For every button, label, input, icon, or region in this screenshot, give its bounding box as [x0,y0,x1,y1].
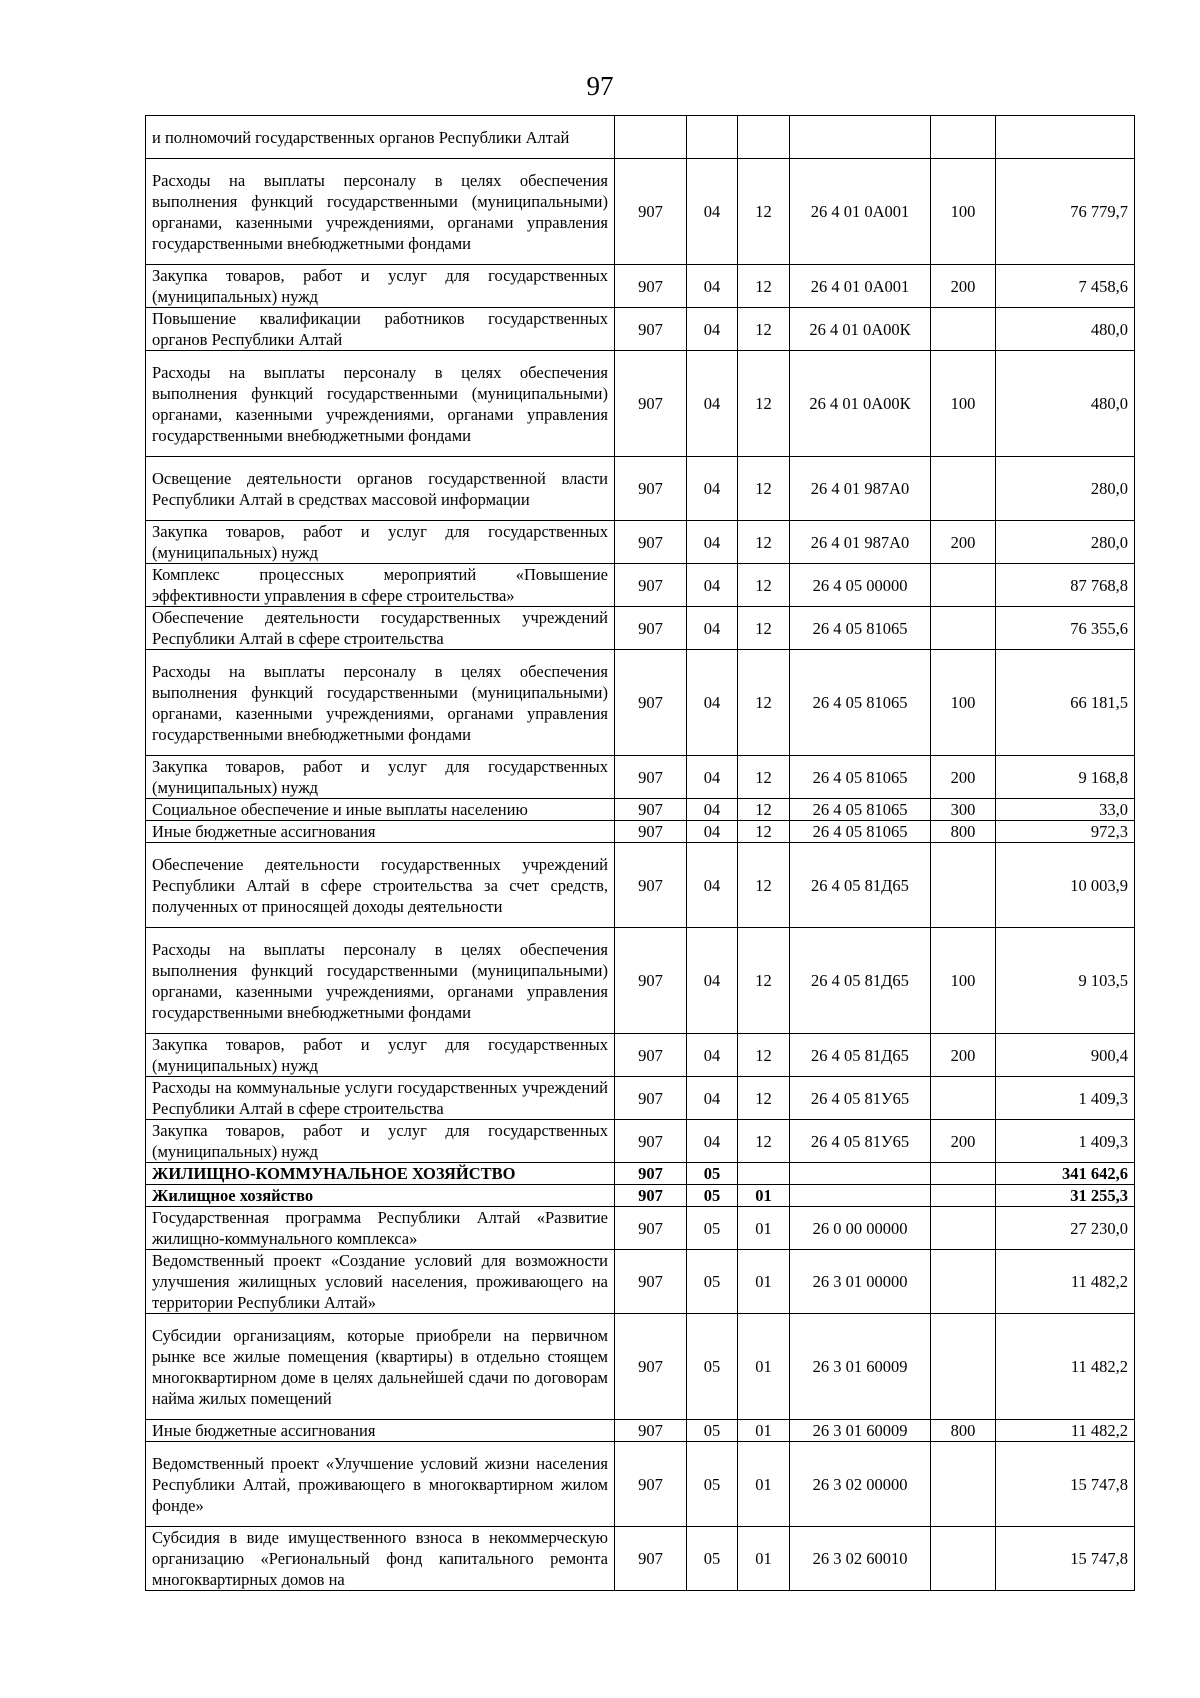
row-section-code: 04 [687,265,738,308]
row-expense-type: 800 [931,821,996,843]
row-subsection-code: 12 [738,821,790,843]
row-expense-type [931,607,996,650]
row-amount: 15 747,8 [996,1442,1135,1527]
row-name: Закупка товаров, работ и услуг для государственных (муниципальных) нужд [146,756,615,799]
row-amount [996,116,1135,159]
row-expense-type [931,1077,996,1120]
row-admin-code: 907 [615,1163,687,1185]
row-admin-code: 907 [615,351,687,457]
row-section-code: 04 [687,928,738,1034]
row-name: и полномочий государственных органов Республики Алтай [146,116,615,159]
table-row [146,1120,1135,1163]
table-row [146,1420,1135,1442]
row-section-code: 04 [687,799,738,821]
row-name: Освещение деятельности органов государственной власти Республики Алтай в средствах массовой информации [146,457,615,521]
row-name: Обеспечение деятельности государственных учреждений Республики Алтай в сфере строительства за счет средств, полученных от приносящей доходы деятельности [146,843,615,928]
table-row [146,116,1135,159]
row-amount: 76 355,6 [996,607,1135,650]
table-row [146,650,1135,756]
row-admin-code: 907 [615,159,687,265]
table-row [146,521,1135,564]
table-row [146,564,1135,607]
row-subsection-code: 12 [738,159,790,265]
row-target-article [790,1163,931,1185]
row-subsection-code: 12 [738,928,790,1034]
row-section-code: 05 [687,1207,738,1250]
row-name: Иные бюджетные ассигнования [146,1420,615,1442]
row-target-article: 26 4 05 81Д65 [790,1034,931,1077]
row-subsection-code: 12 [738,843,790,928]
table-row [146,159,1135,265]
row-section-code: 04 [687,843,738,928]
row-name: Иные бюджетные ассигнования [146,821,615,843]
row-expense-type [931,1163,996,1185]
row-admin-code [615,116,687,159]
row-target-article: 26 4 01 987А0 [790,521,931,564]
row-subsection-code: 12 [738,457,790,521]
row-subsection-code: 12 [738,521,790,564]
row-target-article: 26 4 05 81У65 [790,1120,931,1163]
row-name: Субсидия в виде имущественного взноса в некоммерческую организацию «Региональный фонд капитального ремонта многоквартирных домов на [146,1527,615,1591]
table-row [146,843,1135,928]
row-amount: 280,0 [996,457,1135,521]
row-admin-code: 907 [615,1314,687,1420]
row-admin-code: 907 [615,1420,687,1442]
row-name: Социальное обеспечение и иные выплаты населению [146,799,615,821]
row-admin-code: 907 [615,521,687,564]
row-expense-type [931,564,996,607]
row-amount: 33,0 [996,799,1135,821]
row-admin-code: 907 [615,1185,687,1207]
row-expense-type [931,116,996,159]
row-section-code: 04 [687,457,738,521]
row-section-code: 05 [687,1250,738,1314]
row-expense-type: 800 [931,1420,996,1442]
row-expense-type [931,1314,996,1420]
row-amount: 480,0 [996,308,1135,351]
row-admin-code: 907 [615,1077,687,1120]
row-amount: 1 409,3 [996,1077,1135,1120]
row-subsection-code: 12 [738,1120,790,1163]
row-amount: 9 168,8 [996,756,1135,799]
table-row [146,1314,1135,1420]
row-section-code: 04 [687,756,738,799]
row-amount: 7 458,6 [996,265,1135,308]
row-expense-type: 100 [931,928,996,1034]
row-section-code: 04 [687,521,738,564]
row-admin-code: 907 [615,308,687,351]
row-section-code: 05 [687,1163,738,1185]
row-admin-code: 907 [615,1120,687,1163]
row-target-article: 26 4 05 81065 [790,650,931,756]
row-name: Расходы на выплаты персоналу в целях обеспечения выполнения функций государственными (муниципальными) органами, казенными учреждениями, органами управления государственными внебюджетными фондами [146,650,615,756]
row-subsection-code: 12 [738,799,790,821]
row-expense-type: 200 [931,1120,996,1163]
table-row [146,799,1135,821]
row-target-article: 26 4 05 81065 [790,821,931,843]
row-admin-code: 907 [615,265,687,308]
row-section-code: 04 [687,308,738,351]
row-target-article [790,1185,931,1207]
row-subsection-code [738,1163,790,1185]
row-amount: 76 779,7 [996,159,1135,265]
row-section-code: 04 [687,650,738,756]
row-expense-type [931,843,996,928]
budget-table [145,115,1135,1591]
row-subsection-code: 01 [738,1442,790,1527]
row-subsection-code: 12 [738,308,790,351]
row-target-article: 26 4 01 0А001 [790,159,931,265]
row-name: Расходы на выплаты персоналу в целях обеспечения выполнения функций государственными (муниципальными) органами, казенными учреждениями, органами управления государственными внебюджетными фондами [146,928,615,1034]
row-amount: 972,3 [996,821,1135,843]
table-row [146,1185,1135,1207]
row-name: Расходы на выплаты персоналу в целях обеспечения выполнения функций государственными (муниципальными) органами, казенными учреждениями, органами управления государственными внебюджетными фондами [146,351,615,457]
row-target-article: 26 3 02 00000 [790,1442,931,1527]
table-row [146,265,1135,308]
row-subsection-code: 01 [738,1185,790,1207]
row-target-article: 26 4 05 81Д65 [790,928,931,1034]
row-target-article: 26 4 05 81У65 [790,1077,931,1120]
row-amount: 341 642,6 [996,1163,1135,1185]
row-amount: 10 003,9 [996,843,1135,928]
row-expense-type [931,1527,996,1591]
row-section-code: 05 [687,1442,738,1527]
table-row [146,1034,1135,1077]
row-amount: 15 747,8 [996,1527,1135,1591]
row-subsection-code: 01 [738,1250,790,1314]
row-name: Закупка товаров, работ и услуг для государственных (муниципальных) нужд [146,521,615,564]
row-target-article: 26 0 00 00000 [790,1207,931,1250]
row-section-code: 04 [687,564,738,607]
row-section-code: 05 [687,1420,738,1442]
row-name: Субсидии организациям, которые приобрели на первичном рынке все жилые помещения (квартиры) в отдельно стоящем многоквартирном доме в целях дальнейшей сдачи по договорам найма жилых помещений [146,1314,615,1420]
row-section-code: 04 [687,351,738,457]
row-section-code: 04 [687,159,738,265]
row-expense-type [931,1442,996,1527]
row-admin-code: 907 [615,756,687,799]
row-section-code: 05 [687,1527,738,1591]
row-subsection-code [738,116,790,159]
row-name: Закупка товаров, работ и услуг для государственных (муниципальных) нужд [146,1034,615,1077]
row-amount: 11 482,2 [996,1250,1135,1314]
row-name: Закупка товаров, работ и услуг для государственных (муниципальных) нужд [146,265,615,308]
table-row [146,1163,1135,1185]
row-section-code: 05 [687,1314,738,1420]
row-admin-code: 907 [615,843,687,928]
row-target-article: 26 4 05 81065 [790,607,931,650]
row-admin-code: 907 [615,928,687,1034]
row-amount: 31 255,3 [996,1185,1135,1207]
row-name: Комплекс процессных мероприятий «Повышение эффективности управления в сфере строительства» [146,564,615,607]
row-admin-code: 907 [615,1207,687,1250]
row-name: Ведомственный проект «Создание условий для возможности улучшения жилищных условий населения, проживающего на территории Республики Алтай» [146,1250,615,1314]
table-row [146,756,1135,799]
row-name: Закупка товаров, работ и услуг для государственных (муниципальных) нужд [146,1120,615,1163]
row-expense-type: 200 [931,521,996,564]
row-admin-code: 907 [615,607,687,650]
table-row [146,1250,1135,1314]
table-row [146,607,1135,650]
row-admin-code: 907 [615,1527,687,1591]
row-expense-type: 100 [931,351,996,457]
table-row [146,928,1135,1034]
row-subsection-code: 12 [738,650,790,756]
table-row [146,1077,1135,1120]
row-subsection-code: 12 [738,1077,790,1120]
row-section-code: 04 [687,1034,738,1077]
row-target-article: 26 3 01 60009 [790,1420,931,1442]
row-amount: 480,0 [996,351,1135,457]
table-row [146,351,1135,457]
row-name: Расходы на коммунальные услуги государственных учреждений Республики Алтай в сфере строительства [146,1077,615,1120]
row-expense-type [931,457,996,521]
row-subsection-code: 01 [738,1527,790,1591]
table-row [146,1207,1135,1250]
row-name: Ведомственный проект «Улучшение условий жизни населения Республики Алтай, проживающего в многоквартирном жилом фонде» [146,1442,615,1527]
row-target-article: 26 4 01 0А00К [790,351,931,457]
row-amount: 66 181,5 [996,650,1135,756]
row-admin-code: 907 [615,1442,687,1527]
row-subsection-code: 12 [738,1034,790,1077]
row-amount: 9 103,5 [996,928,1135,1034]
row-amount: 87 768,8 [996,564,1135,607]
row-amount: 11 482,2 [996,1420,1135,1442]
row-target-article: 26 4 05 00000 [790,564,931,607]
row-admin-code: 907 [615,1250,687,1314]
row-target-article: 26 4 05 81Д65 [790,843,931,928]
row-name: Повышение квалификации работников государственных органов Республики Алтай [146,308,615,351]
row-expense-type: 200 [931,1034,996,1077]
row-amount: 900,4 [996,1034,1135,1077]
row-expense-type: 100 [931,159,996,265]
row-expense-type: 100 [931,650,996,756]
row-admin-code: 907 [615,821,687,843]
row-expense-type [931,308,996,351]
row-subsection-code: 01 [738,1314,790,1420]
row-name: Жилищное хозяйство [146,1185,615,1207]
row-target-article: 26 4 05 81065 [790,756,931,799]
row-subsection-code: 01 [738,1420,790,1442]
row-admin-code: 907 [615,1034,687,1077]
row-subsection-code: 12 [738,607,790,650]
row-section-code: 04 [687,1077,738,1120]
row-target-article: 26 4 01 0А00К [790,308,931,351]
row-target-article [790,116,931,159]
row-expense-type: 300 [931,799,996,821]
row-admin-code: 907 [615,457,687,521]
row-name: ЖИЛИЩНО-КОММУНАЛЬНОЕ ХОЗЯЙСТВО [146,1163,615,1185]
row-name: Государственная программа Республики Алтай «Развитие жилищно-коммунального комплекса» [146,1207,615,1250]
table-row [146,1442,1135,1527]
row-expense-type [931,1250,996,1314]
row-subsection-code: 12 [738,564,790,607]
row-subsection-code: 01 [738,1207,790,1250]
row-target-article: 26 4 01 0А001 [790,265,931,308]
table-row [146,1527,1135,1591]
row-expense-type: 200 [931,756,996,799]
page-number: 97 [586,71,614,101]
row-subsection-code: 12 [738,756,790,799]
row-admin-code: 907 [615,799,687,821]
table-row [146,457,1135,521]
row-expense-type: 200 [931,265,996,308]
row-name: Расходы на выплаты персоналу в целях обеспечения выполнения функций государственными (муниципальными) органами, казенными учреждениями, органами управления государственными внебюджетными фондами [146,159,615,265]
row-section-code: 04 [687,1120,738,1163]
row-subsection-code: 12 [738,265,790,308]
row-target-article: 26 3 01 60009 [790,1314,931,1420]
row-target-article: 26 4 05 81065 [790,799,931,821]
table-row [146,308,1135,351]
row-section-code [687,116,738,159]
row-amount: 280,0 [996,521,1135,564]
row-amount: 27 230,0 [996,1207,1135,1250]
row-expense-type [931,1207,996,1250]
row-section-code: 04 [687,607,738,650]
row-target-article: 26 4 01 987А0 [790,457,931,521]
row-amount: 11 482,2 [996,1314,1135,1420]
row-expense-type [931,1185,996,1207]
row-admin-code: 907 [615,564,687,607]
table-row [146,821,1135,843]
row-target-article: 26 3 01 00000 [790,1250,931,1314]
row-amount: 1 409,3 [996,1120,1135,1163]
row-section-code: 05 [687,1185,738,1207]
row-section-code: 04 [687,821,738,843]
row-target-article: 26 3 02 60010 [790,1527,931,1591]
row-subsection-code: 12 [738,351,790,457]
row-admin-code: 907 [615,650,687,756]
row-name: Обеспечение деятельности государственных учреждений Республики Алтай в сфере строительства [146,607,615,650]
